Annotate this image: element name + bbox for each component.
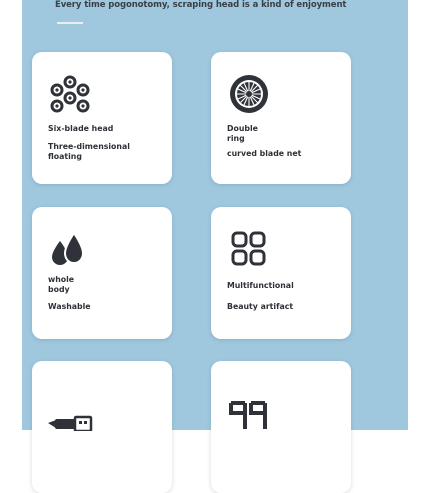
feature-subtitle: Beauty artifact: [227, 302, 294, 311]
feature-card-ring-net: [211, 52, 351, 184]
feature-subtitle: curved blade net: [227, 149, 302, 158]
feature-card-six-blade: [32, 52, 172, 184]
feature-subtitle: Three-dimensional floating: [48, 142, 130, 161]
digital-display-icon: [225, 383, 273, 431]
feature-card-multifunctional: [211, 207, 351, 339]
feature-title: Multifunctional: [227, 281, 294, 290]
feature-card-washable: [32, 207, 172, 339]
feature-subtitle: Washable: [48, 302, 91, 311]
water-drops-icon: [46, 229, 94, 277]
feature-card-display: [211, 361, 351, 493]
usb-plug-icon: [46, 383, 94, 431]
grid-squares-icon: [225, 229, 273, 277]
headline-divider: [57, 22, 83, 24]
feature-card-usb: [32, 361, 172, 493]
feature-title: Double ring: [227, 124, 258, 143]
feature-title: Six-blade head: [48, 124, 114, 133]
headline: Every time pogonotomy, scraping head is a kind of enjoyment: [55, 0, 347, 10]
ring-blade-net-icon: [225, 74, 273, 122]
six-blade-head-icon: [46, 74, 94, 122]
feature-title: whole body: [48, 275, 75, 294]
